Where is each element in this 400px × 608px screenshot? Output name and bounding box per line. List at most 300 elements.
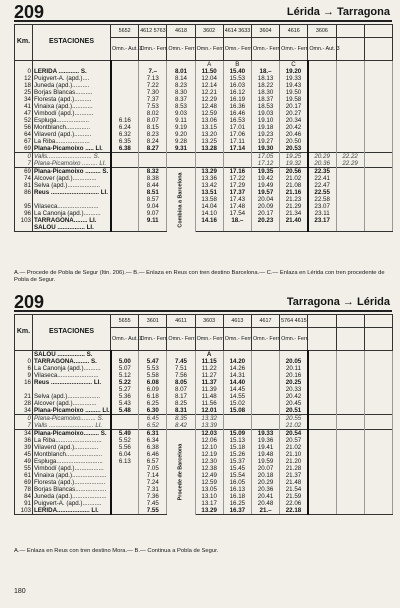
km-header: Km. — [15, 315, 33, 351]
time-cell: 21.02 — [280, 422, 308, 430]
time-cell: 7.45 — [139, 500, 167, 507]
time-cell — [336, 96, 364, 103]
time-cell — [111, 415, 139, 423]
time-cell: 7.– — [139, 68, 167, 75]
time-cell: 8.07 — [167, 386, 195, 393]
time-cell: 9.04 — [139, 203, 167, 210]
table-row — [15, 75, 393, 82]
time-cell: 6.45 — [139, 415, 167, 423]
table-row — [15, 96, 393, 103]
time-cell: 6.52 — [139, 422, 167, 430]
time-cell: 16.13 — [223, 486, 251, 493]
time-cell — [111, 224, 139, 232]
service-type: Omn.- Ferr. — [280, 328, 308, 351]
time-cell: 11.48 — [195, 393, 223, 400]
station-name: Espluga........................... — [33, 458, 111, 465]
train-number: 3601 — [139, 315, 167, 328]
time-cell: 12.48 — [195, 103, 223, 110]
time-cell — [336, 117, 364, 124]
time-cell — [251, 379, 279, 386]
time-cell — [336, 210, 364, 217]
time-cell — [364, 61, 392, 69]
route-title: Tarragona → Lérida — [286, 296, 390, 308]
vertical-note — [167, 168, 195, 232]
table-row — [15, 168, 393, 176]
time-cell — [195, 224, 223, 232]
time-cell: 16.37 — [223, 507, 251, 515]
time-cell — [336, 479, 364, 486]
service-type: Omn.- Ferr. — [167, 38, 195, 61]
train-number: 5652 — [111, 25, 139, 38]
service-type: Omn.- Ferr. — [139, 38, 167, 61]
station-name: La Canonja (apd.).......... — [33, 365, 111, 372]
time-cell: 20.05 — [280, 358, 308, 365]
station-name: Plana-Picamoixo ..... LI. — [33, 145, 111, 153]
train-number — [336, 315, 364, 328]
time-cell — [308, 379, 336, 386]
time-cell: 20.18 — [251, 472, 279, 479]
time-cell: 20.42 — [280, 124, 308, 131]
vertical-note — [167, 430, 195, 515]
time-cell — [308, 138, 336, 145]
time-cell: 19.33 — [280, 75, 308, 82]
time-cell: 14.10 — [195, 210, 223, 217]
table-row — [15, 145, 393, 153]
time-cell: 21.10 — [280, 451, 308, 458]
time-cell: 11.27 — [195, 372, 223, 379]
time-cell — [336, 365, 364, 372]
time-cell — [336, 472, 364, 479]
time-cell — [308, 407, 336, 415]
time-cell — [336, 372, 364, 379]
time-cell — [336, 124, 364, 131]
time-cell: 8.23 — [167, 82, 195, 89]
time-cell — [223, 422, 251, 430]
time-cell: 16.46 — [223, 110, 251, 117]
time-cell: 7.55 — [139, 507, 167, 515]
time-cell: 21.40 — [280, 217, 308, 224]
time-cell: 13.17 — [195, 500, 223, 507]
time-cell — [167, 61, 195, 69]
time-cell — [280, 224, 308, 232]
time-cell: 17.12 — [251, 160, 279, 168]
service-type: Omn.- Aut. 3 — [111, 328, 139, 351]
time-cell: 19.49 — [251, 182, 279, 189]
km-cell: 34 — [15, 407, 33, 415]
time-cell — [364, 479, 392, 486]
time-cell — [308, 365, 336, 372]
station-name: La Riba........................... — [33, 437, 111, 444]
time-cell: 17.29 — [223, 182, 251, 189]
time-cell: 20.54 — [280, 430, 308, 438]
time-cell — [111, 217, 139, 224]
time-cell — [364, 145, 392, 153]
time-cell: 6.31 — [139, 430, 167, 438]
table-row — [15, 351, 393, 359]
time-cell: 13.20 — [195, 131, 223, 138]
time-cell: 9.20 — [167, 131, 195, 138]
time-cell — [308, 458, 336, 465]
time-cell — [111, 189, 139, 196]
section-header — [0, 0, 400, 20]
time-cell: 13.39 — [195, 422, 223, 430]
time-cell — [336, 486, 364, 493]
time-cell — [251, 358, 279, 365]
train-number — [336, 25, 364, 38]
time-cell — [336, 400, 364, 407]
time-cell: 20.42 — [280, 393, 308, 400]
time-cell: 21.59 — [280, 493, 308, 500]
time-cell: 18.30 — [251, 89, 279, 96]
time-cell: 21.48 — [280, 479, 308, 486]
time-cell — [336, 507, 364, 515]
time-cell — [111, 203, 139, 210]
time-cell — [364, 379, 392, 386]
table-row — [15, 203, 393, 210]
km-cell: 47 — [15, 110, 33, 117]
time-cell — [111, 196, 139, 203]
time-cell — [336, 68, 364, 75]
time-cell: 6.32 — [111, 131, 139, 138]
time-cell — [336, 145, 364, 153]
time-cell: 21.– — [251, 507, 279, 515]
station-name: Floresta (apd.).......... — [33, 96, 111, 103]
time-cell: 14.20 — [223, 358, 251, 365]
station-name: Plana-Picamoixo ......... LI. — [33, 160, 111, 168]
time-cell: 15.54 — [223, 472, 251, 479]
time-cell — [308, 465, 336, 472]
time-cell: 17.48 — [223, 203, 251, 210]
time-cell — [308, 96, 336, 103]
time-cell: 20.57 — [280, 437, 308, 444]
time-cell — [111, 103, 139, 110]
time-cell — [364, 182, 392, 189]
time-cell: 19.25 — [280, 153, 308, 161]
time-cell: 19.23 — [251, 131, 279, 138]
time-cell: 15.08 — [223, 407, 251, 415]
km-cell: 49 — [15, 458, 33, 465]
time-cell: 12.38 — [195, 465, 223, 472]
km-cell — [15, 224, 33, 232]
time-cell — [364, 422, 392, 430]
station-name: Puigvert-A. (apd.)........... — [33, 500, 111, 507]
time-cell: 18.22 — [251, 82, 279, 89]
train-number: 4612 5763 — [139, 25, 167, 38]
time-cell: A — [195, 61, 223, 69]
time-cell — [308, 103, 336, 110]
table-row — [15, 61, 393, 69]
section-lerida-tarragona — [0, 0, 400, 284]
table-row — [15, 437, 393, 444]
station-name: Valls .......................... LI. — [33, 422, 111, 430]
time-cell: 7.24 — [139, 479, 167, 486]
table-row — [15, 189, 393, 196]
time-cell: 17.11 — [223, 138, 251, 145]
time-cell — [111, 89, 139, 96]
table-row — [15, 430, 393, 438]
time-cell: 8.24 — [139, 138, 167, 145]
station-name: Juneda (apd.).................... — [33, 493, 111, 500]
train-number: 4618 — [167, 25, 195, 38]
time-cell — [223, 160, 251, 168]
time-cell: 7.05 — [139, 465, 167, 472]
time-cell: 7.36 — [139, 493, 167, 500]
table-row — [15, 124, 393, 131]
time-cell: 5.53 — [139, 365, 167, 372]
time-cell — [308, 479, 336, 486]
stations-header: ESTACIONES — [33, 315, 111, 351]
train-number: 3604 — [251, 25, 279, 38]
time-cell: 23.17 — [308, 217, 336, 224]
time-cell — [336, 415, 364, 423]
km-cell: 69 — [15, 145, 33, 153]
time-cell: 12.04 — [195, 75, 223, 82]
time-cell — [336, 189, 364, 196]
time-cell: 20.36 — [308, 160, 336, 168]
time-cell — [364, 217, 392, 224]
time-cell — [111, 479, 139, 486]
table-row — [15, 110, 393, 117]
time-cell: 7.31 — [139, 486, 167, 493]
time-cell — [308, 451, 336, 458]
time-cell: 22.35 — [308, 168, 336, 176]
time-cell: 20.36 — [251, 486, 279, 493]
table-row — [15, 131, 393, 138]
time-cell — [336, 407, 364, 415]
time-cell: 6.25 — [139, 400, 167, 407]
time-cell: 8.17 — [167, 393, 195, 400]
time-cell — [195, 160, 223, 168]
time-cell: 13.10 — [195, 493, 223, 500]
time-cell: 13.42 — [195, 182, 223, 189]
time-cell: 9.11 — [167, 117, 195, 124]
table-row — [15, 372, 393, 379]
time-cell — [308, 117, 336, 124]
time-cell: 14.55 — [223, 393, 251, 400]
time-cell: 8.35 — [167, 415, 195, 423]
time-cell: 15.37 — [223, 458, 251, 465]
time-cell: 5.07 — [111, 365, 139, 372]
km-cell: 52 — [15, 117, 33, 124]
km-cell — [15, 61, 33, 69]
km-cell: 69 — [15, 168, 33, 176]
header-rule — [14, 20, 392, 22]
time-cell: 20.16 — [280, 372, 308, 379]
time-cell: 8.51 — [139, 189, 167, 196]
time-cell: 19.20 — [280, 68, 308, 75]
time-cell: 14.45 — [223, 386, 251, 393]
time-cell — [251, 393, 279, 400]
station-name: SALOU ................ LI. — [33, 224, 111, 232]
time-cell: 19.57 — [251, 189, 279, 196]
time-cell: 19.58 — [280, 96, 308, 103]
time-cell: 13.15 — [195, 124, 223, 131]
table-row — [15, 379, 393, 386]
table-row — [15, 358, 393, 365]
time-cell: 20.55 — [280, 415, 308, 423]
time-cell: 15.53 — [223, 75, 251, 82]
train-number: 3606 — [308, 25, 336, 38]
station-name — [33, 386, 111, 393]
time-cell: 21.02 — [280, 175, 308, 182]
time-cell — [111, 422, 139, 430]
time-cell: 21.02 — [280, 444, 308, 451]
station-name: Plana-Picamoixo ......... S. — [33, 168, 111, 176]
time-cell: 16.36 — [223, 103, 251, 110]
km-cell: 64 — [15, 131, 33, 138]
table-row — [15, 400, 393, 407]
time-cell — [336, 393, 364, 400]
time-cell: 17.14 — [223, 145, 251, 153]
time-cell — [364, 351, 392, 359]
time-cell — [364, 372, 392, 379]
time-cell: 16.05 — [223, 479, 251, 486]
time-cell: 22.55 — [308, 189, 336, 196]
time-cell: 18.– — [251, 68, 279, 75]
station-name: Montblanch.............. — [33, 124, 111, 131]
station-name: Espluga................... — [33, 117, 111, 124]
service-type: Omn.- Aut. 3 — [308, 38, 336, 61]
km-header: Km. — [15, 25, 33, 61]
km-cell: 7 — [15, 422, 33, 430]
km-cell — [15, 196, 33, 203]
time-cell — [308, 75, 336, 82]
time-cell: 7.30 — [139, 89, 167, 96]
table-row — [15, 507, 393, 515]
km-cell: 45 — [15, 451, 33, 458]
timetable — [14, 314, 393, 515]
time-cell: 6.38 — [111, 145, 139, 153]
time-cell: 19.48 — [251, 451, 279, 458]
time-cell: 6.24 — [111, 124, 139, 131]
time-cell — [111, 175, 139, 182]
time-cell — [111, 153, 139, 161]
time-cell: 17.43 — [223, 196, 251, 203]
time-cell — [308, 386, 336, 393]
vertical-label: Procede de Barcelona — [177, 443, 184, 501]
table-row — [15, 210, 393, 217]
time-cell — [308, 351, 336, 359]
time-cell — [364, 103, 392, 110]
km-cell: 28 — [15, 400, 33, 407]
time-cell — [111, 351, 139, 359]
time-cell — [364, 153, 392, 161]
time-cell: 19.18 — [251, 124, 279, 131]
time-cell — [111, 472, 139, 479]
time-cell — [364, 89, 392, 96]
time-cell: 5.22 — [111, 379, 139, 386]
time-cell: 18.37 — [251, 96, 279, 103]
km-cell: 0 — [15, 415, 33, 423]
station-name: Borjas Blancas.................. — [33, 486, 111, 493]
time-cell: 19.27 — [251, 138, 279, 145]
time-cell: 11.15 — [195, 358, 223, 365]
time-cell: 21.29 — [280, 203, 308, 210]
train-number: 4611 — [167, 315, 195, 328]
km-cell: 18 — [15, 82, 33, 89]
time-cell: 12.06 — [195, 437, 223, 444]
km-cell: 36 — [15, 437, 33, 444]
time-cell — [364, 451, 392, 458]
time-cell: 8.02 — [139, 110, 167, 117]
time-cell: 19.42 — [251, 175, 279, 182]
time-cell — [111, 500, 139, 507]
footnote: A.— Procede de Pobla de Segur (Itin. 206).— B.— Enlaza en Reus con tren destino Barcelona.— C.— Enlaza en Lérida con tren procedente de Pobla de Segur. — [14, 270, 385, 284]
service-type — [364, 328, 392, 351]
time-cell: 6.16 — [111, 117, 139, 124]
service-type: Omn.- Ferr. — [223, 328, 251, 351]
time-cell — [336, 465, 364, 472]
time-cell: 8.01 — [167, 68, 195, 75]
time-cell: 8.42 — [167, 422, 195, 430]
station-name: Vilaverd (apd.).......... — [33, 131, 111, 138]
table-row — [15, 175, 393, 182]
station-name: Vilaseca........................ — [33, 203, 111, 210]
station-name: LERIDA................... LI. — [33, 507, 111, 515]
time-cell: 9.28 — [167, 138, 195, 145]
time-cell: 20.17 — [251, 210, 279, 217]
table-row — [15, 486, 393, 493]
time-cell: 6.04 — [111, 451, 139, 458]
time-cell — [336, 451, 364, 458]
time-cell — [364, 365, 392, 372]
time-cell: 19.36 — [251, 437, 279, 444]
time-cell: 11.37 — [195, 379, 223, 386]
station-name: Valls.......................... S. — [33, 153, 111, 161]
time-cell: 13.05 — [195, 486, 223, 493]
km-cell: 41 — [15, 103, 33, 110]
train-number: 3602 — [195, 25, 223, 38]
time-cell: 8.05 — [167, 379, 195, 386]
time-cell: 22.47 — [308, 182, 336, 189]
time-cell — [139, 351, 167, 359]
time-cell: 8.07 — [139, 117, 167, 124]
time-cell: 20.51 — [280, 407, 308, 415]
time-cell — [364, 224, 392, 232]
time-cell: 6.08 — [139, 379, 167, 386]
time-cell — [308, 422, 336, 430]
time-cell: 12.49 — [195, 472, 223, 479]
table-row — [15, 103, 393, 110]
km-cell: 34 — [15, 96, 33, 103]
table-row — [15, 479, 393, 486]
time-cell: 20.29 — [251, 479, 279, 486]
time-cell: 20.23 — [251, 217, 279, 224]
time-cell: 17.06 — [223, 131, 251, 138]
time-cell — [336, 203, 364, 210]
time-cell — [111, 75, 139, 82]
time-cell — [139, 61, 167, 69]
section-tarragona-lerida — [0, 290, 400, 554]
station-name: TARRAGONA........ LI. — [33, 217, 111, 224]
time-cell: 20.11 — [280, 365, 308, 372]
time-cell — [111, 160, 139, 168]
time-cell — [364, 75, 392, 82]
time-cell — [364, 160, 392, 168]
footnote: A.— Enlaza en Reus con tren destino Mora.— B.— Continua a Pobla de Segur. — [14, 548, 219, 554]
time-cell: C — [280, 61, 308, 69]
time-cell — [336, 217, 364, 224]
time-cell: 13.29 — [195, 168, 223, 176]
time-cell — [364, 96, 392, 103]
footnotes — [14, 548, 386, 555]
time-cell: 20.50 — [280, 138, 308, 145]
time-cell — [364, 500, 392, 507]
time-cell: 6.18 — [139, 393, 167, 400]
time-cell — [251, 407, 279, 415]
time-cell: 13.32 — [195, 415, 223, 423]
time-cell — [251, 422, 279, 430]
